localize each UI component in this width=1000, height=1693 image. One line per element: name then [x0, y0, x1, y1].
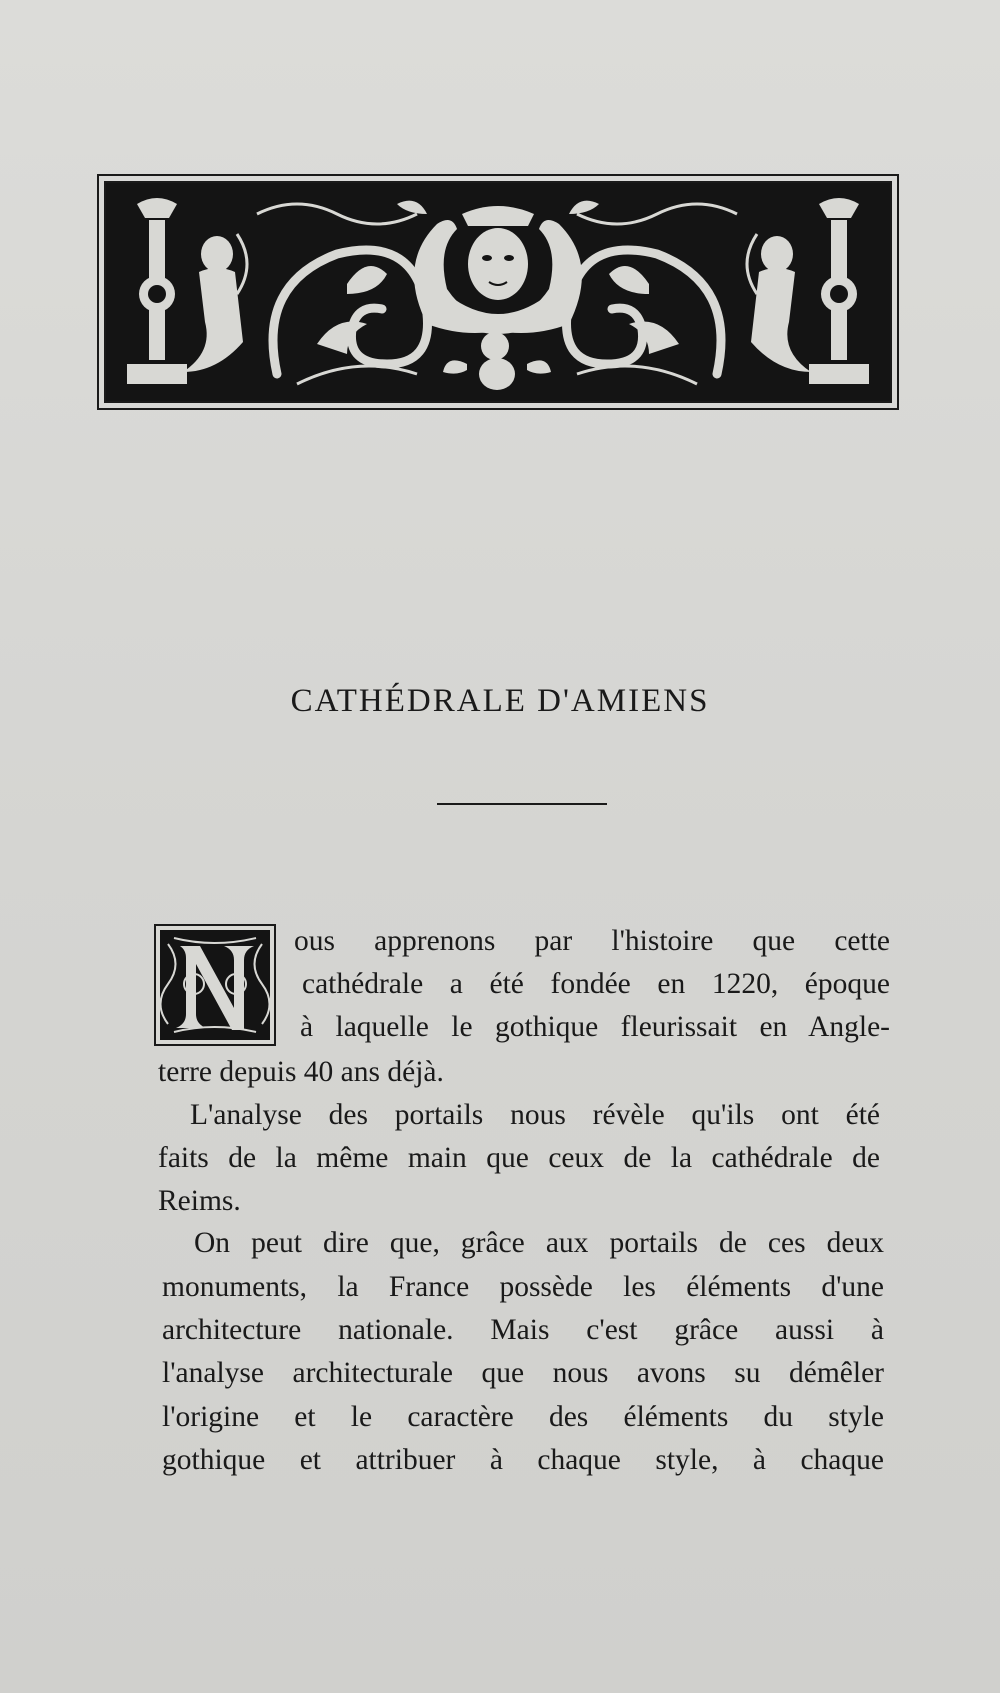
- paragraph-line: gothique et attribuer à chaque style, à chaque: [162, 1444, 884, 1476]
- paragraph-line: On peut dire que, grâce aux portails de ces deux: [194, 1227, 884, 1259]
- paragraph-line: faits de la même main que ceux de la cathédrale de: [158, 1142, 880, 1174]
- paragraph-line: cathédrale a été fondée en 1220, époque: [302, 968, 890, 1000]
- paragraph-line: terre depuis 40 ans déjà.: [158, 1056, 444, 1088]
- paragraph-line: ous apprenons par l'histoire que cette: [294, 925, 890, 957]
- paragraph-line: l'origine et le caractère des éléments du style: [162, 1401, 884, 1433]
- paragraph-line: L'analyse des portails nous révèle qu'ils ont été: [190, 1099, 880, 1131]
- paragraph-line: monuments, la France possède les éléments d'une: [162, 1271, 884, 1303]
- paragraph-line: architecture nationale. Mais c'est grâce aussi à: [162, 1314, 884, 1346]
- paragraph-line: Reims.: [158, 1185, 241, 1217]
- title-divider: [437, 803, 607, 805]
- paragraph-line: à laquelle le gothique fleurissait en Angle-: [300, 1011, 890, 1043]
- ornamental-headpiece-icon: [97, 174, 899, 410]
- chapter-title: CATHÉDRALE D'AMIENS: [290, 683, 710, 719]
- paragraph-line: l'analyse architecturale que nous avons su démêler: [162, 1357, 884, 1389]
- dropcap-n-icon: [154, 924, 276, 1046]
